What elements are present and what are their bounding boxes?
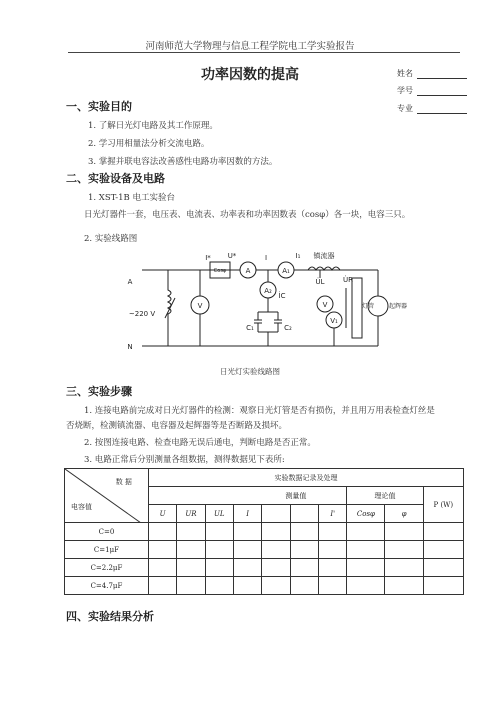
col-u: U: [148, 505, 176, 523]
theory-header: 理论值: [347, 487, 423, 505]
table-row: [65, 559, 464, 577]
col-ur: UR: [177, 505, 205, 523]
ul-label: U̇L: [315, 278, 325, 286]
table-row: [65, 577, 464, 595]
ammeter-a1-label: A₁: [282, 267, 290, 275]
corner-top-label: 数 据: [115, 478, 132, 486]
name-blank[interactable]: [417, 69, 467, 79]
row-label: C=2.2μF: [65, 559, 149, 577]
col-ul: UL: [205, 505, 233, 523]
major-field: [397, 103, 477, 114]
ammeter-label: A: [245, 267, 251, 275]
row-label: C=4.7μF: [65, 577, 149, 595]
section-equipment-heading: 二、实验设备及电路: [66, 172, 165, 185]
table-row: [65, 523, 464, 541]
equipment-line: 2. 实验线路图: [84, 234, 138, 244]
ur-label: U̇R: [343, 276, 353, 284]
col-blank: [262, 505, 290, 523]
col-i: I: [233, 505, 261, 523]
major-blank[interactable]: [417, 104, 467, 114]
step-line: 3. 电路正常后分别测量各组数据，测得数据见下表所:: [84, 455, 285, 465]
group-title-cell: 实验数据记录及处理: [148, 469, 463, 487]
student-id-field: [397, 85, 477, 96]
name-label: 姓名: [397, 69, 413, 78]
student-id-label: 学号: [397, 86, 413, 95]
equipment-line: 1. XST-1B 电工实验台: [88, 193, 175, 203]
data-table: [64, 468, 464, 595]
current-ic-label: İC: [278, 292, 286, 300]
section-steps-heading: 三、实验步骤: [66, 385, 132, 398]
table-row: [65, 541, 464, 559]
ballast-label: 镇流器: [313, 252, 335, 260]
report-header: 河南师范大学物理与信息工程学院电工学实验报告: [145, 41, 355, 52]
table-corner-cell: [65, 469, 149, 523]
terminal-n-label: N: [127, 343, 133, 351]
voltmeter-label: V: [197, 302, 203, 310]
purpose-item: 2. 学习用相量法分析交流电路。: [88, 139, 210, 149]
col-cos: Cosφ: [347, 505, 385, 523]
diagram-caption: 日光灯实验线路图: [220, 367, 280, 376]
lamp-tube-label: 灯管: [361, 303, 375, 310]
name-field: [397, 68, 477, 79]
power-factor-meter-label: Cosφ: [213, 268, 227, 274]
supply-voltage-label: ~220 V: [128, 310, 156, 318]
power-header: P (W): [423, 487, 463, 523]
capacitor-c1-label: C₁: [246, 324, 254, 332]
step-line: 否烧断，检测镇流器、电容器及起辉器等是否断路及损坏。: [66, 421, 288, 431]
row-label: C=1μF: [65, 541, 149, 559]
purpose-item: 1. 了解日光灯电路及其工作原理。: [88, 121, 218, 131]
student-id-blank[interactable]: [417, 86, 467, 96]
section-analysis-heading: 四、实验结果分析: [66, 610, 154, 623]
ammeter-a2-label: A₂: [264, 287, 272, 295]
terminal-a-label: A: [127, 278, 133, 286]
equipment-line: 日光灯器件一套，电压表、电流表、功率表和功率因数表（cosφ）各一块，电容三只。: [84, 210, 411, 220]
current-i1-label: I₁: [295, 252, 301, 260]
row-label: C=0: [65, 523, 149, 541]
step-line: 2. 按图连接电路、检查电路无误后通电，判断电路是否正常。: [84, 438, 316, 448]
voltmeter-v-label: V: [322, 301, 328, 309]
capacitor-c2-label: C₂: [284, 324, 292, 332]
header-divider: [68, 52, 460, 53]
report-title: 功率因数的提高: [201, 67, 299, 83]
purpose-item: 3. 掌握并联电容法改善感性电路功率因数的方法。: [88, 157, 278, 167]
col-phi: φ: [385, 505, 423, 523]
current-i-label: I: [264, 254, 268, 262]
section-purpose-heading: 一、实验目的: [66, 100, 132, 113]
starter-label: 起辉器: [388, 303, 408, 310]
corner-bottom-label: 电容值: [71, 503, 92, 511]
voltmeter-v1-label: V₁: [330, 317, 338, 325]
step-line: 1. 连接电路前完成对日光灯器件的检测：观察日光灯管是否有损伤，并且用万用表检查灯丝是: [84, 406, 435, 416]
fluorescent-circuit-diagram: [120, 248, 410, 360]
col-i-prime: I': [319, 505, 347, 523]
measured-header: 测量值: [148, 487, 346, 505]
col-blank: [290, 505, 318, 523]
i-star-label: I*: [205, 254, 211, 262]
major-label: 专业: [397, 104, 413, 113]
u-star-label: U*: [227, 252, 237, 260]
